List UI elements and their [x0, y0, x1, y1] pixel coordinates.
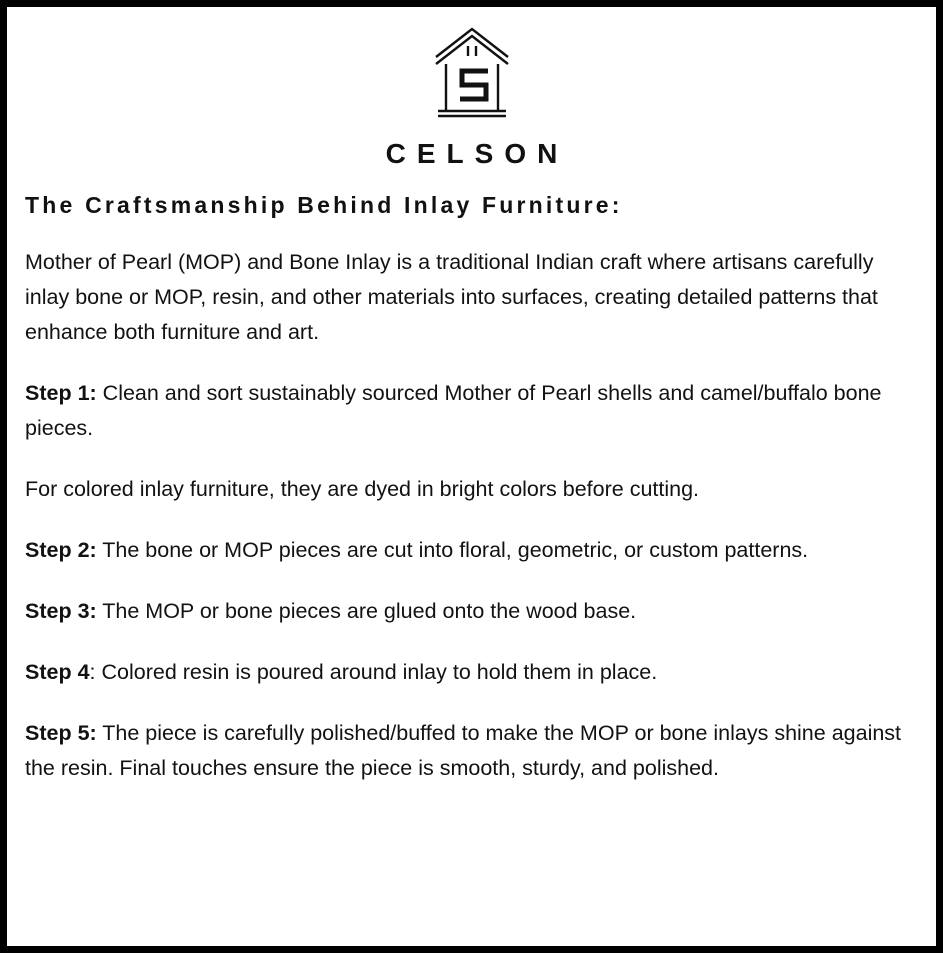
paragraph-text: : Colored resin is poured around inlay to hold them in place.: [89, 660, 658, 684]
page-title: The Craftsmanship Behind Inlay Furniture:: [25, 192, 623, 218]
paragraph-text: The MOP or bone pieces are glued onto the wood base.: [96, 599, 637, 623]
paragraph-step-1: [25, 376, 916, 446]
house-monogram-logo-icon: [430, 23, 514, 119]
paragraph-text: The piece is carefully polished/buffed to make the MOP or bone inlays shine against the resin. Final touches ensure the piece is smooth, sturdy, and polished.: [25, 721, 902, 780]
paragraph-label: Step 2:: [25, 538, 97, 562]
paragraph-step-3: [25, 594, 916, 629]
paragraph-step-4: [25, 655, 916, 690]
paragraph-label: Step 5:: [25, 721, 97, 745]
paragraph-text: Mother of Pearl (MOP) and Bone Inlay is a traditional Indian craft where artisans carefully inlay bone or MOP, resin, and other materials into surfaces, creating detailed patterns that enhance both furniture and art.: [25, 250, 878, 344]
paragraph-colored-inlay: [25, 472, 916, 507]
document-body: [25, 245, 916, 786]
paragraph-text: The bone or MOP pieces are cut into floral, geometric, or custom patterns.: [96, 538, 809, 562]
brand-header: [23, 17, 920, 170]
paragraph-text: Clean and sort sustainably sourced Mother of Pearl shells and camel/buffalo bone pieces.: [25, 381, 882, 440]
paragraph-intro: [25, 245, 916, 350]
paragraph-label: Step 1:: [25, 381, 97, 405]
brand-name: CELSON: [385, 138, 569, 169]
paragraph-step-2: [25, 533, 916, 568]
paragraph-text: For colored inlay furniture, they are dyed in bright colors before cutting.: [25, 477, 700, 501]
paragraph-label: Step 4: [25, 660, 90, 684]
paragraph-label: Step 3:: [25, 599, 97, 623]
paragraph-step-5: [25, 716, 916, 786]
